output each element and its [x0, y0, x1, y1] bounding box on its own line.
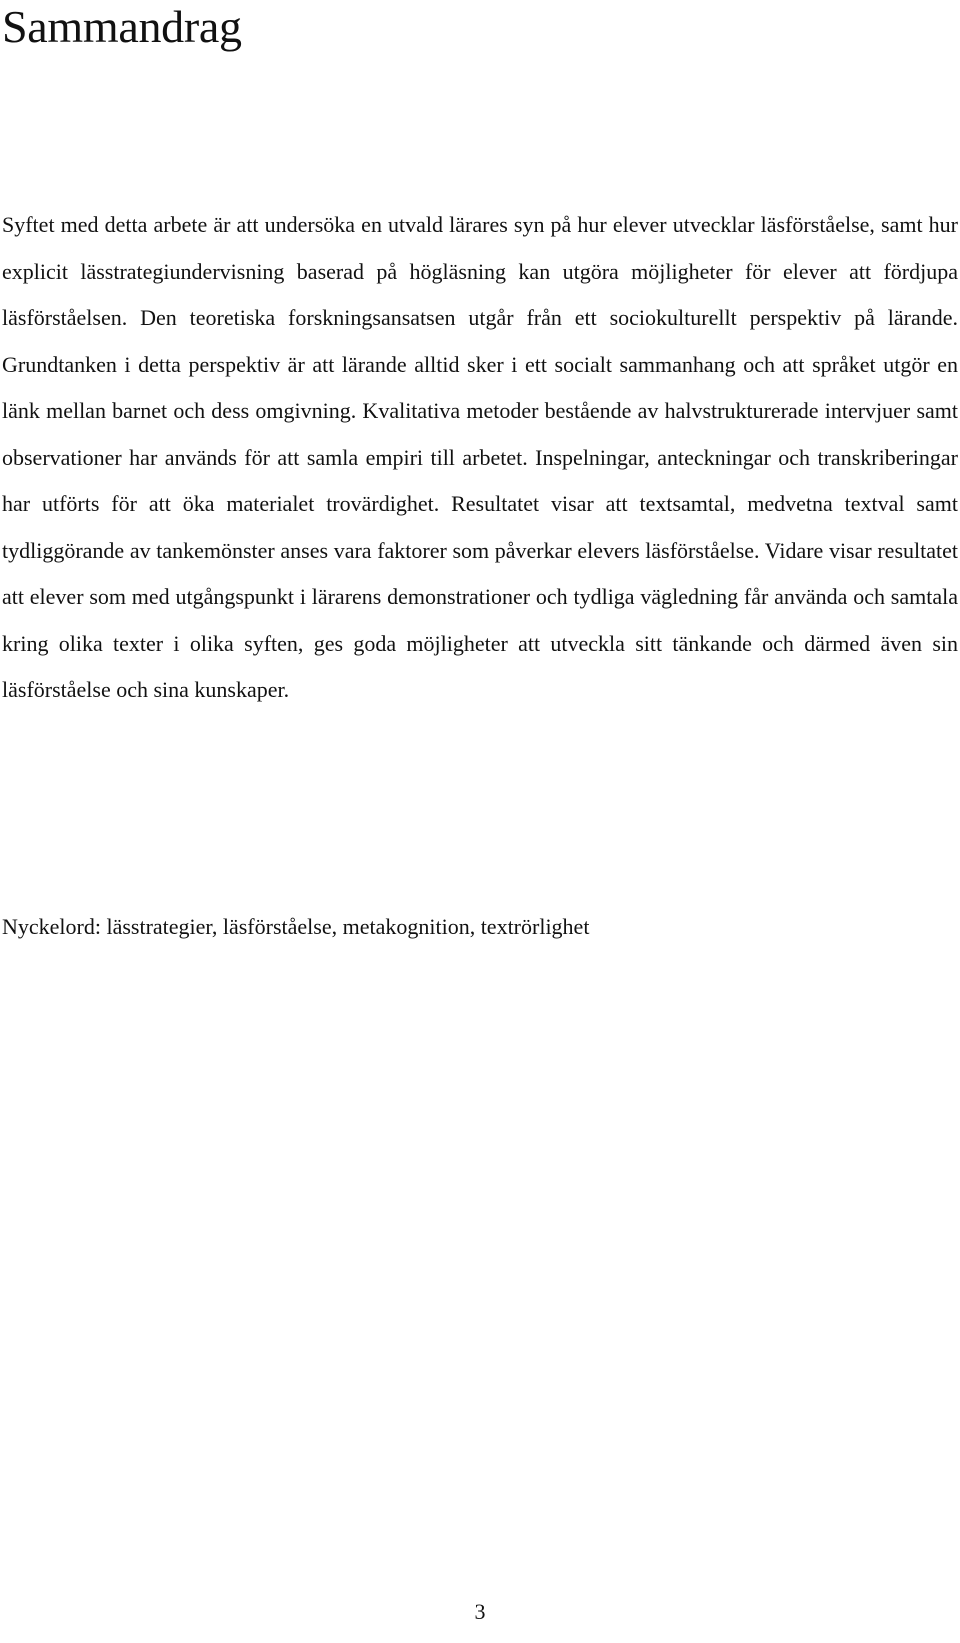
- keywords-line: Nyckelord: lässtrategier, läsförståelse, metakognition, textrörlighet: [2, 914, 590, 939]
- abstract-paragraph: Syftet med detta arbete är att undersöka en utvald lärares syn på hur elever utvecklar läsförståelse, samt hur explicit lässtrategiundervisning baserad på högläsning kan utgöra möjligheter för elever att fördjupa läsförståelsen. Den teoretiska forskningsansatsen utgår från ett sociokulturellt perspektiv på lärande. Grundtanken i detta perspektiv är att lärande alltid sker i ett socialt sammanhang och att språket utgör en länk mellan barnet och dess omgivning. Kvalitativa metoder bestående av halvstrukturerade intervjuer samt observationer har används för att samla empiri till arbetet. Inspelningar, anteckningar och transkriberingar har utförts för att öka materialet trovärdighet. Resultatet visar att textsamtal, medvetna textval samt tydliggörande av tankemönster anses vara faktorer som påverkar elevers läsförståelse. Vidare visar resultatet att elever som med utgångspunkt i lärarens demonstrationer och tydliga vägledning får använda och samtala kring olika texter i olika syften, ges goda möjligheter att utveckla sitt tänkande och därmed även sin läsförståelse och sina kunskaper.: [2, 212, 958, 702]
- page-number: 3: [474, 1599, 486, 1624]
- page-title: Sammandrag: [2, 1, 242, 52]
